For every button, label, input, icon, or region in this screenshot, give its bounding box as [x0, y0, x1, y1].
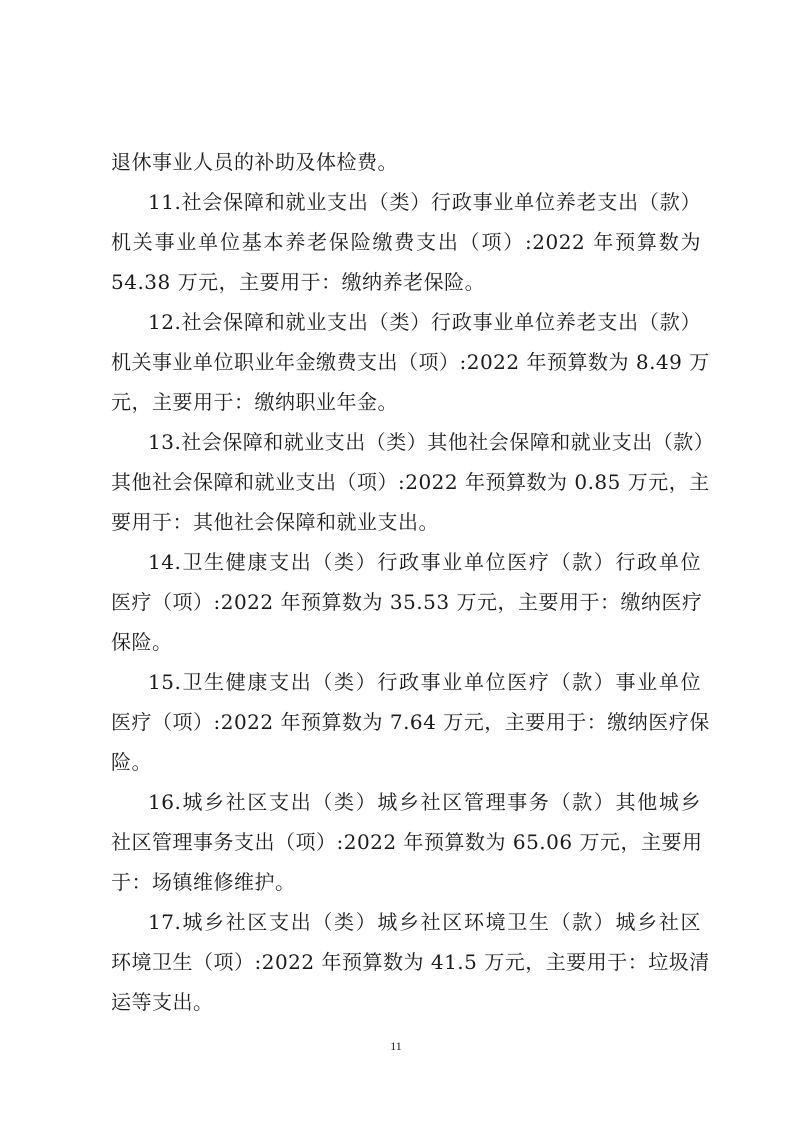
paragraph-14-line-1: 14.卫生健康支出（类）行政事业单位医疗（款）行政单位: [148, 550, 701, 574]
paragraph-16-line-2: 社区管理事务支出（项）:2022 年预算数为 65.06 万元，主要用: [111, 830, 703, 854]
paragraph-14-line-3: 保险。: [111, 630, 173, 654]
paragraph-15-line-3: 险。: [111, 750, 152, 774]
paragraph-16-line-1: 16.城乡社区支出（类）城乡社区管理事务（款）其他城乡: [148, 790, 701, 814]
paragraph-14-line-2: 医疗（项）:2022 年预算数为 35.53 万元，主要用于：缴纳医疗: [111, 590, 703, 614]
paragraph-12-line-2: 机关事业单位职业年金缴费支出（项）:2022 年预算数为 8.49 万: [111, 350, 710, 374]
paragraph-12-line-3: 元，主要用于：缴纳职业年金。: [111, 390, 398, 414]
paragraph-16-line-3: 于：场镇维修维护。: [111, 870, 296, 894]
paragraph-13-line-3: 要用于：其他社会保障和就业支出。: [111, 510, 439, 534]
paragraph-12-line-1: 12.社会保障和就业支出（类）行政事业单位养老支出（款）: [148, 310, 701, 334]
paragraph-15-line-1: 15.卫生健康支出（类）行政事业单位医疗（款）事业单位: [148, 670, 701, 694]
paragraph-13-line-2: 其他社会保障和就业支出（项）:2022 年预算数为 0.85 万元，主: [111, 470, 710, 494]
paragraph-17-line-1: 17.城乡社区支出（类）城乡社区环境卫生（款）城乡社区: [148, 910, 701, 934]
paragraph-11-line-2: 机关事业单位基本养老保险缴费支出（项）:2022 年预算数为: [111, 230, 701, 254]
paragraph-11-line-3: 54.38 万元，主要用于：缴纳养老保险。: [111, 270, 486, 294]
paragraph-15-line-2: 医疗（项）:2022 年预算数为 7.64 万元，主要用于：缴纳医疗保: [111, 710, 710, 734]
paragraph-11-line-1: 11.社会保障和就业支出（类）行政事业单位养老支出（款）: [148, 190, 701, 214]
paragraph-13-line-1: 13.社会保障和就业支出（类）其他社会保障和就业支出（款）: [148, 430, 715, 454]
paragraph-17-line-3: 运等支出。: [111, 990, 214, 1014]
page-number: 11: [390, 1039, 402, 1053]
paragraph-17-line-2: 环境卫生（项）:2022 年预算数为 41.5 万元，主要用于：垃圾清: [111, 950, 710, 974]
text-line: 退休事业人员的补助及体检费。: [111, 150, 398, 174]
